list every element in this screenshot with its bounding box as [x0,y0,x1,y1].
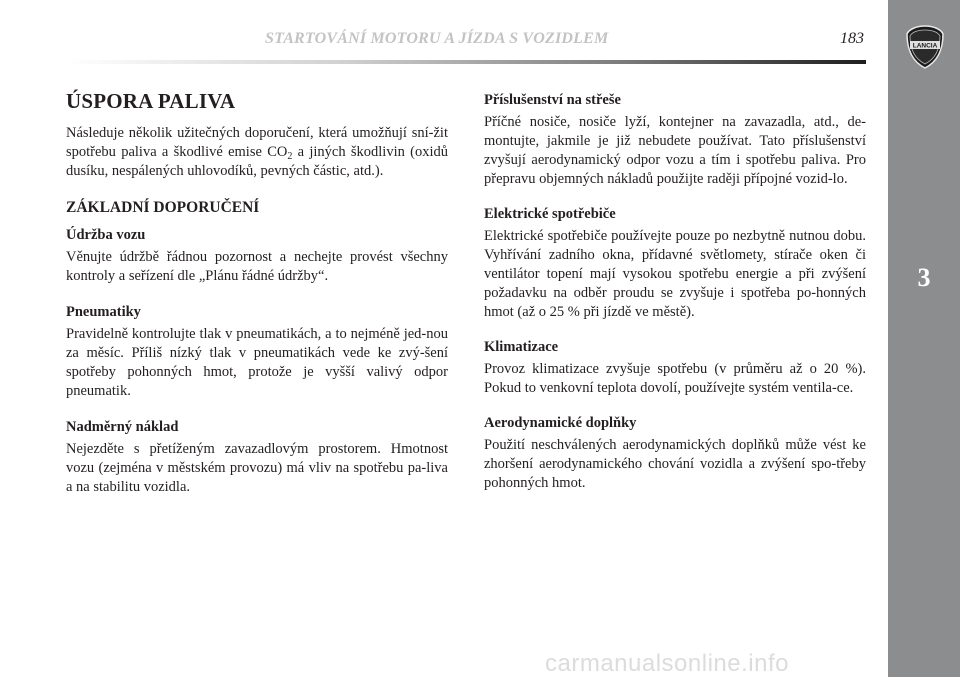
watermark: carmanualsonline.info [545,650,789,677]
item-text-maintenance: Věnujte údržbě řádnou pozornost a nechejte provést všechny kontroly a seřízení dle „Plánu řádné údržby“. [66,249,448,284]
item-text-overload: Nejezděte s přetíženým zavazadlovým prostorem. Hmotnost vozu (zejména v městském provozu) má vliv na spotřebu pa-liva a na stabilitu vozidla. [66,441,448,495]
logo-lettering: LANCIA [912,42,938,50]
chapter-side-tab [888,0,960,677]
page-number: 183 [840,30,864,47]
intro-text-2: a jiných škodlivin (oxidů dusíku, nespálených uhlovodíků, pevných částic, atd.). [66,144,449,179]
lancia-logo-icon [905,24,945,70]
intro-paragraph [66,124,448,181]
item-heading-air-conditioning: Klimatizace [484,339,559,355]
item-heading-tyres: Pneumatiky [66,304,141,320]
item-heading-aerodynamics: Aerodynamické doplňky [484,415,637,431]
item-heading-electrical: Elektrické spotřebiče [484,206,616,222]
header-divider [66,60,866,64]
chapter-number: 3 [917,263,931,292]
item-text-tyres: Pravidelně kontrolujte tlak v pneumatikách, a to nejméně jed-nou za měsíc. Příliš nízký tlak v pneumatikách vede ke zvý-šení spotřeby pohonných hmot, protože je vyšší valivý odpor pneumatik. [66,326,448,399]
right-column [484,92,866,510]
item-text-air-conditioning: Provoz klimatizace zvyšuje spotřebu (v průměru až o 20 %). Pokud to venkovní teplota dovolí, používejte systém ventila-ce. [484,361,866,396]
item-heading-overload: Nadměrný náklad [66,419,179,435]
running-header-title: STARTOVÁNÍ MOTORU A JÍZDA S VOZIDLEM [265,30,609,47]
co2-subscript: 2 [287,151,293,162]
intro-text-1: Následuje několik užitečných doporučení, která umožňují sní-žit spotřebu paliva a škodlivé emise CO [66,125,448,160]
item-heading-roof-accessories: Příslušenství na střeše [484,92,621,108]
section-title: ZÁKLADNÍ DOPORUČENÍ [66,199,260,216]
main-title: ÚSPORA PALIVA [66,89,236,113]
item-text-electrical: Elektrické spotřebiče používejte pouze po nezbytně nutnou dobu. Vyhřívání zadního okna, přídavné světlomety, stírače oken či ventilátor topení mají vysokou spotřebu energie a při zvýšení požadavku na odběr proudu se zvyšuje i spotřeba po-honných hmot (až o 25 % při jízdě ve městě). [484,228,866,320]
left-column [66,84,448,515]
item-heading-maintenance: Údržba vozu [66,227,146,243]
item-text-roof-accessories: Příčné nosiče, nosiče lyží, kontejner na zavazadla, atd., de-montujte, jakmile je již nebudete používat. Tato příslušenství zvyšují aerodynamický odpor vozu a tím i spotřebu paliva. Pro přepravu objemných nákladů použijte raději přípojné vozid-lo. [484,114,866,187]
item-text-aerodynamics: Použití neschválených aerodynamických doplňků může vést ke zhoršení aerodynamického chování vozidla a zvýšení spo-třeby pohonných hmot. [484,437,866,491]
